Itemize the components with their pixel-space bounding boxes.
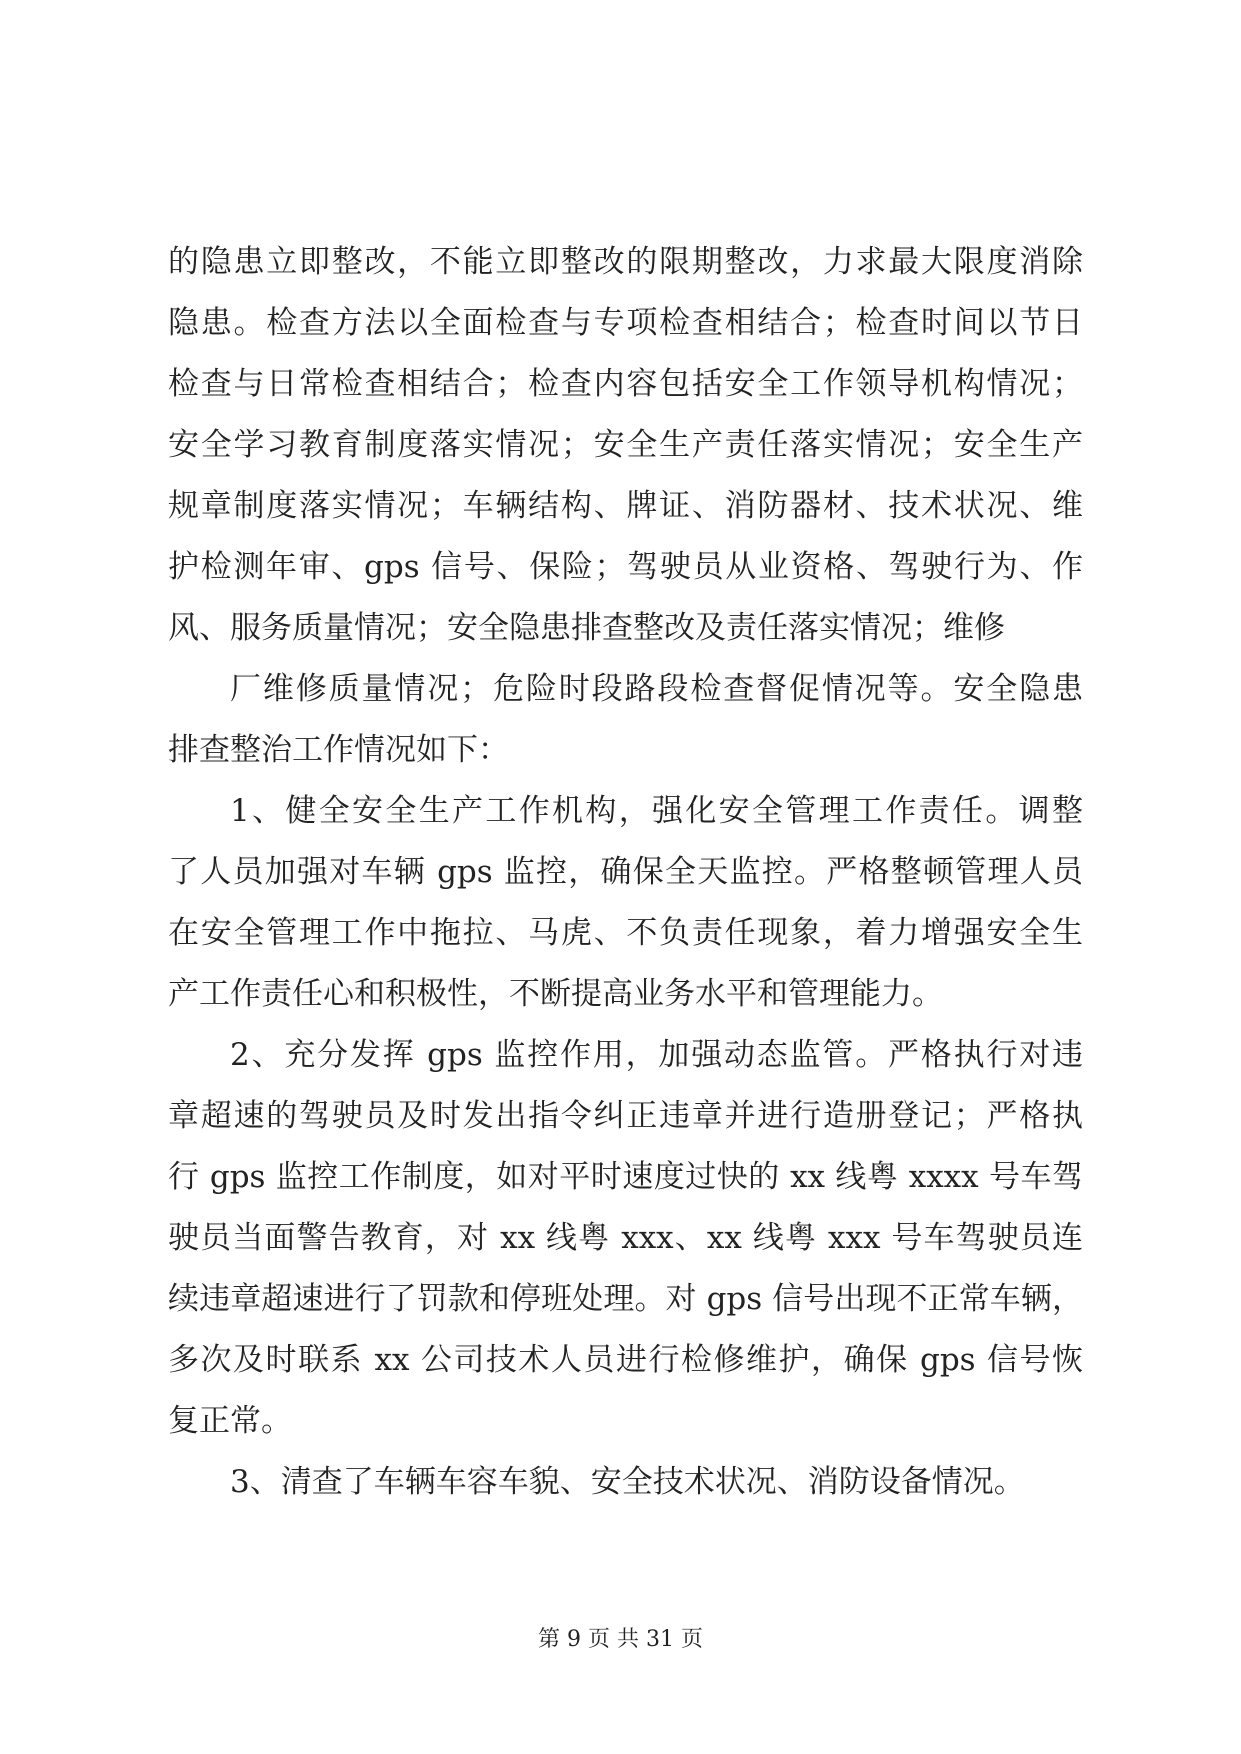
text-line: 厂维修质量情况；危险时段路段检查督促情况等。安全隐患 xyxy=(230,671,1083,707)
text-line: 隐患。检查方法以全面检查与专项检查相结合；检查时间以节日 xyxy=(168,305,1083,341)
text-line: 规章制度落实情况；车辆结构、牌证、消防器材、技术状况、维 xyxy=(168,488,1083,524)
text-line: 续违章超速进行了罚款和停班处理。对 gps 信号出现不正常车辆， xyxy=(168,1281,1083,1317)
text-line: 产工作责任心和积极性，不断提高业务水平和管理能力。 xyxy=(168,976,943,1012)
text-line: 1、健全安全生产工作机构，强化安全管理工作责任。调整 xyxy=(230,793,1083,829)
text-line: 行 gps 监控工作制度，如对平时速度过快的 xx 线粤 xxxx 号车驾 xyxy=(168,1159,1083,1195)
text-line: 检查与日常检查相结合；检查内容包括安全工作领导机构情况； xyxy=(168,366,1083,402)
text-line: 驶员当面警告教育，对 xx 线粤 xxx、xx 线粤 xxx 号车驾驶员连 xyxy=(168,1220,1083,1256)
text-line: 护检测年审、gps 信号、保险；驾驶员从业资格、驾驶行为、作 xyxy=(168,549,1083,585)
text-line: 的隐患立即整改，不能立即整改的限期整改，力求最大限度消除 xyxy=(168,244,1083,280)
document-body xyxy=(168,232,1083,1513)
text-line: 多次及时联系 xx 公司技术人员进行检修维护，确保 gps 信号恢 xyxy=(168,1342,1083,1378)
page-number-footer: 第 9 页 共 31 页 xyxy=(538,1627,703,1652)
text-line: 3、清查了车辆车容车貌、安全技术状况、消防设备情况。 xyxy=(230,1464,1025,1500)
text-line: 章超速的驾驶员及时发出指令纠正违章并进行造册登记；严格执 xyxy=(168,1098,1083,1134)
text-line: 风、服务质量情况；安全隐患排查整改及责任落实情况；维修 xyxy=(168,610,1005,646)
text-line: 在安全管理工作中拖拉、马虎、不负责任现象，着力增强安全生 xyxy=(168,915,1083,951)
text-line: 安全学习教育制度落实情况；安全生产责任落实情况；安全生产 xyxy=(168,427,1083,463)
text-line: 2、充分发挥 gps 监控作用，加强动态监管。严格执行对违 xyxy=(230,1037,1083,1073)
text-line: 排查整治工作情况如下： xyxy=(168,732,509,768)
text-line: 复正常。 xyxy=(168,1403,292,1439)
text-line: 了人员加强对车辆 gps 监控，确保全天监控。严格整顿管理人员 xyxy=(168,854,1083,890)
